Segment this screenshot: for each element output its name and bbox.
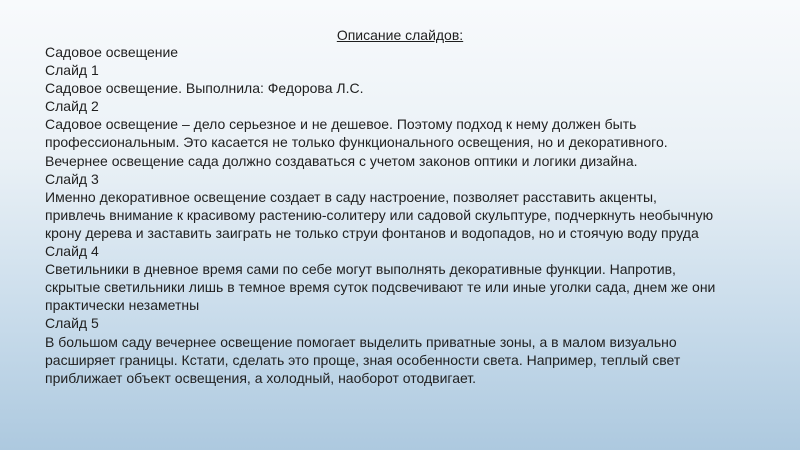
slide-description-text: [45, 43, 765, 387]
paragraph-line: В большом саду вечернее освещение помогает выделить приватные зоны, а в малом визуально: [45, 333, 677, 350]
paragraph-line: расширяет границы. Кстати, сделать это проще, зная особенности света. Например, теплый свет: [45, 351, 681, 368]
paragraph-line: привлечь внимание к красивому растению-солитеру или садовой скульптуре, подчеркнуть необычную: [45, 206, 714, 223]
paragraph-line: Именно декоративное освещение создает в саду настроение, позволяет расставить акценты,: [45, 188, 657, 205]
slide-heading: Слайд 5: [45, 315, 99, 332]
paragraph-line: Вечернее освещение сада должно создаваться с учетом законов оптики и логики дизайна.: [45, 152, 638, 169]
slide-heading: Слайд 2: [45, 98, 99, 115]
paragraph-line: профессиональным. Это касается не только функционального освещения, но и декоративного.: [45, 134, 668, 151]
slide-heading: Слайд 3: [45, 170, 99, 187]
paragraph-line: Садовое освещение. Выполнила: Федорова Л.С.: [45, 80, 364, 97]
page-title: Описание слайдов:: [336, 27, 464, 43]
paragraph-line: Светильники в дневное время сами по себе могут выполнять декоративные функции. Напротив,: [45, 261, 676, 278]
paragraph-line: Садовое освещение – дело серьезное и не дешевое. Поэтому подход к нему должен быть: [45, 116, 637, 133]
slide-heading: Слайд 1: [45, 62, 99, 79]
slide-heading: Слайд 4: [45, 243, 99, 260]
section-heading: Садовое освещение: [45, 44, 179, 60]
paragraph-line: приближает объект освещения, а холодный, наоборот отодвигает.: [45, 369, 477, 386]
paragraph-line: практически незаметны: [45, 297, 200, 314]
paragraph-line: крону дерева и заставить заиграть не только струи фонтанов и водопадов, но и стоячую воду пруда: [45, 224, 699, 241]
paragraph-line: скрытые светильники лишь в темное время суток подсвечивают те или иные уголки сада, днем же они: [45, 279, 716, 296]
